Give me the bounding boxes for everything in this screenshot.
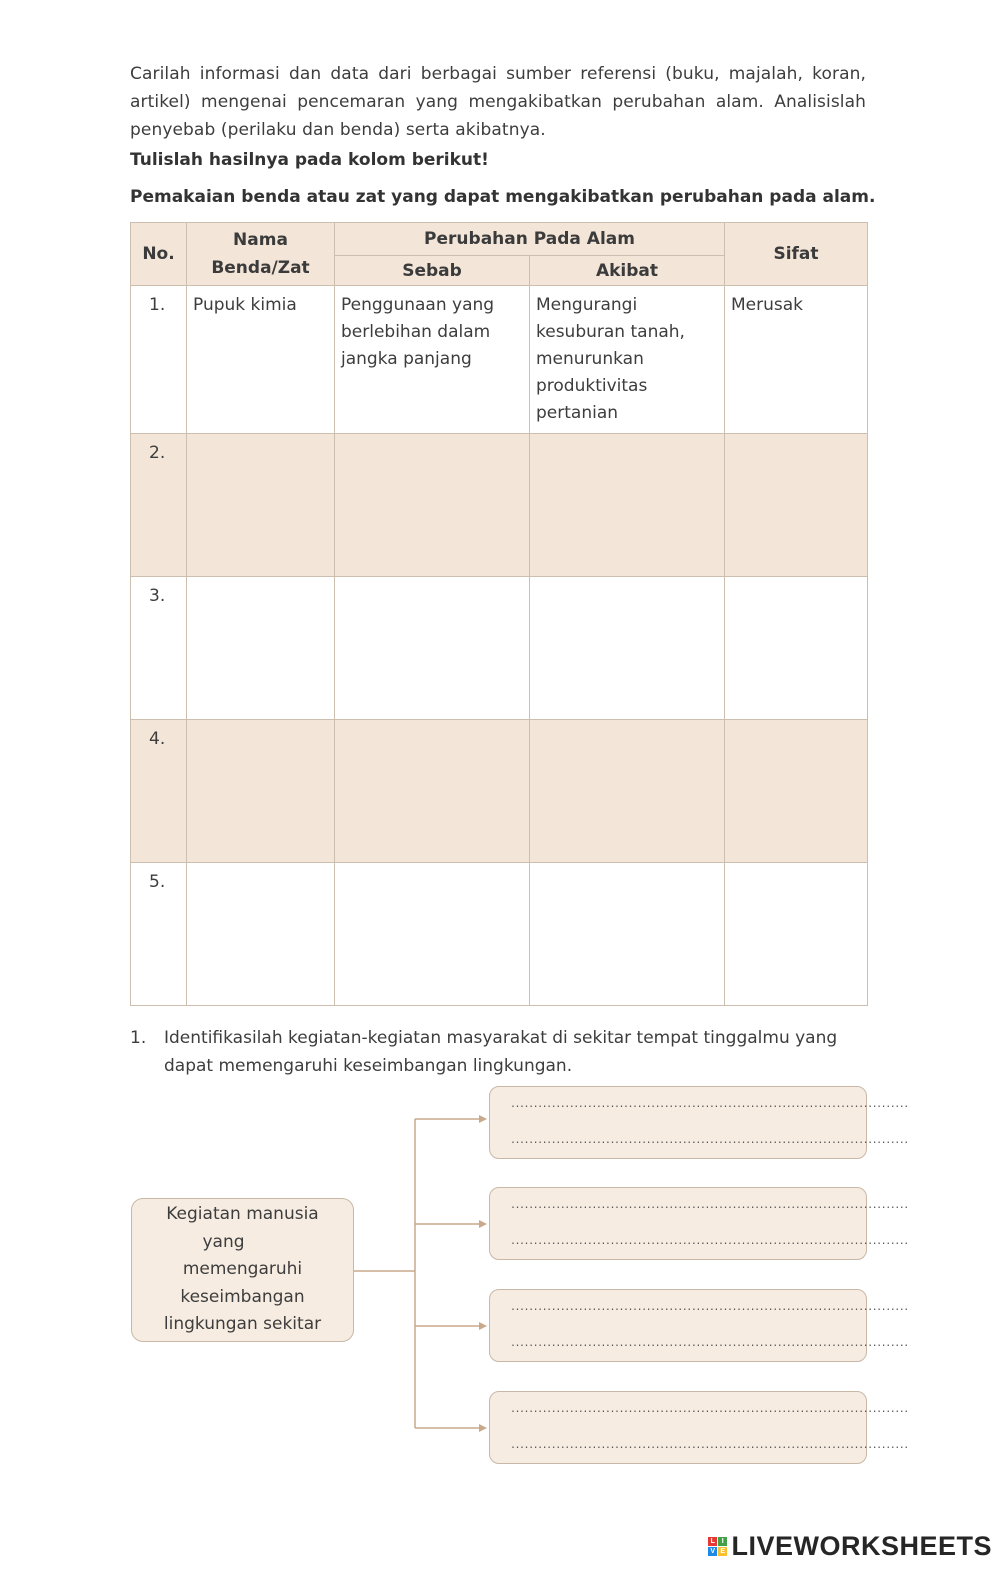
answer-box[interactable] — [489, 1187, 908, 1260]
row-number: 1. — [131, 286, 187, 434]
answer-line[interactable]: ........................................................................................ — [510, 1200, 908, 1211]
brand-text: LIVEWORKSHEETS — [731, 1531, 992, 1561]
center-concept-box — [131, 1198, 354, 1342]
header-nama-line2: Benda/Zat — [211, 258, 310, 278]
answer-box[interactable] — [489, 1391, 908, 1464]
center-line: memengaruhi — [182, 1259, 303, 1280]
question-text: Identifikasilah kegiatan-kegiatan masyarakat di sekitar tempat tinggalmu yang dapat memengaruhi keseimbangan lingkungan. — [164, 1028, 838, 1076]
header-perubahan-pada-alam: Perubahan Pada Alam — [335, 223, 725, 256]
answer-box[interactable] — [489, 1086, 908, 1159]
cell-nama-benda: Pupuk kimia — [187, 286, 335, 434]
arrowhead-icon — [479, 1220, 487, 1228]
row-number: 3. — [131, 577, 187, 720]
logo-letter: I — [718, 1537, 727, 1546]
cell-akibat: Mengurangi kesuburan tanah, menurunkan produktivitas pertanian — [530, 286, 725, 434]
center-line: keseimbangan — [180, 1286, 305, 1307]
logo-letter: L — [708, 1537, 717, 1546]
arrowhead-icon — [479, 1424, 487, 1432]
logo-letter: V — [710, 1548, 716, 1555]
center-line: lingkungan sekitar — [163, 1314, 322, 1335]
answer-line[interactable]: ........................................................................................ — [510, 1440, 908, 1451]
arrowhead-icon — [479, 1322, 487, 1330]
row-number: 4. — [131, 720, 187, 863]
arrowhead-icon — [479, 1115, 487, 1123]
center-line: Kegiatan manusia — [166, 1204, 319, 1225]
cell-sebab: Penggunaan yang berlebihan dalam jangka panjang — [335, 286, 530, 434]
question-number: 1. — [130, 1028, 147, 1048]
header-sebab: Sebab — [335, 256, 530, 286]
liveworksheets-brand — [708, 1531, 992, 1562]
header-akibat: Akibat — [530, 256, 725, 286]
center-line: yang — [202, 1231, 245, 1252]
answer-line[interactable]: ........................................................................................ — [510, 1135, 908, 1146]
answer-line[interactable]: ........................................................................................ — [510, 1302, 908, 1313]
cell-sifat: Merusak — [725, 286, 868, 434]
header-nama-line1: Nama — [233, 230, 288, 250]
instruction-table-caption: Pemakaian benda atau zat yang dapat mengakibatkan perubahan pada alam. — [130, 187, 876, 207]
logo-letter: E — [720, 1548, 726, 1555]
answer-line[interactable]: ........................................................................................ — [510, 1404, 908, 1415]
intro-paragraph: Carilah informasi dan data dari berbagai sumber referensi (buku, majalah, koran, artikel) mengenai pencemaran yang mengakibatkan perubahan alam. Analisislah penyebab (perilaku dan benda) serta akibatnya. — [130, 64, 866, 140]
answer-line[interactable]: ........................................................................................ — [510, 1099, 908, 1110]
answer-line[interactable]: ........................................................................................ — [510, 1338, 908, 1349]
header-no: No. — [131, 223, 187, 286]
row-number: 2. — [131, 434, 187, 577]
answer-line[interactable]: ........................................................................................ — [510, 1236, 908, 1247]
header-sifat: Sifat — [725, 223, 868, 286]
instruction-write-results: Tulislah hasilnya pada kolom berikut! — [130, 150, 489, 170]
answer-box[interactable] — [489, 1289, 908, 1362]
row-number: 5. — [131, 863, 187, 1006]
liveworksheets-logo-icon — [708, 1537, 727, 1556]
